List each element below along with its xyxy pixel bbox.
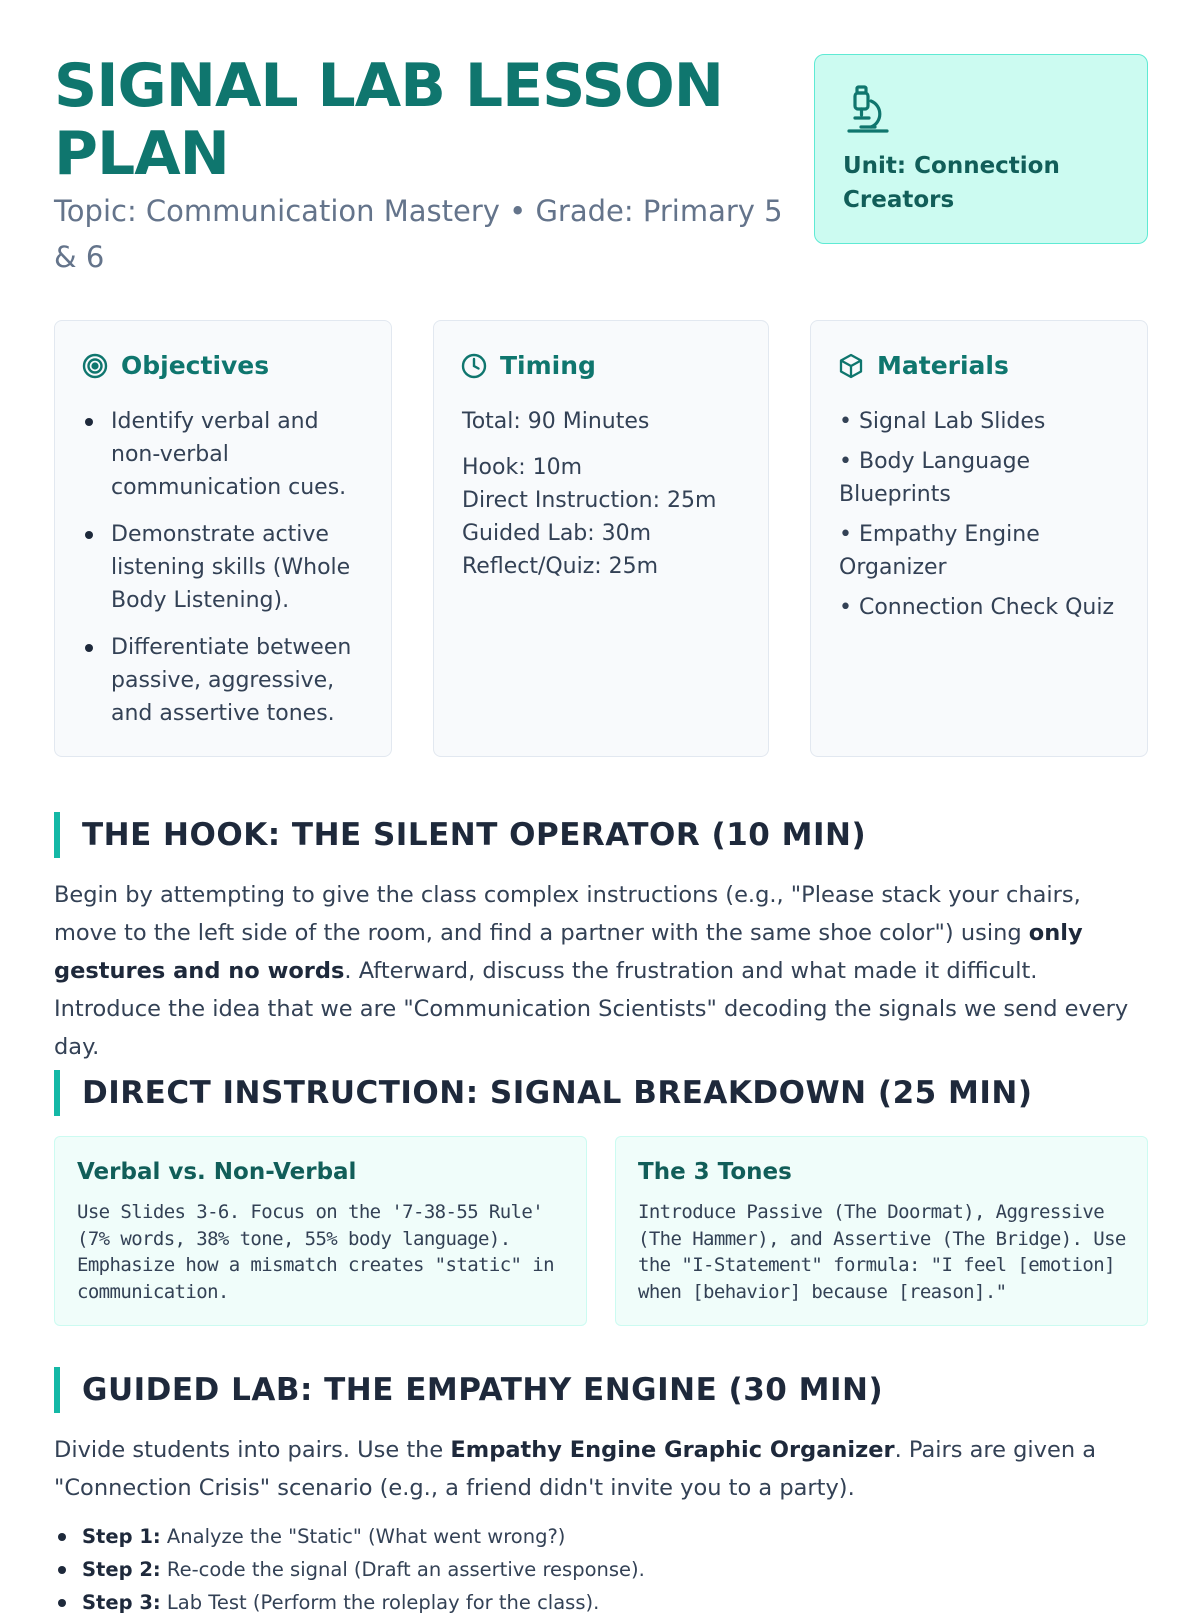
step-label: Step 2:: [82, 1558, 161, 1581]
step-label: Step 3:: [82, 1591, 161, 1614]
three-tones-card: [615, 1136, 1148, 1326]
unit-card: [814, 54, 1148, 244]
guided-lab-text: Divide students into pairs. Use the: [54, 1437, 451, 1463]
page-title: SIGNAL LAB LESSON PLAN: [54, 51, 724, 189]
lesson-header: [54, 52, 1148, 282]
timing-hook: Hook: 10m: [462, 455, 583, 480]
box-icon: [837, 352, 865, 380]
direct-instruction-heading: DIRECT INSTRUCTION: SIGNAL BREAKDOWN (25 MIN): [54, 1070, 1033, 1116]
guided-lab-text-end: . Pairs are given a "Connection Crisis" scenario (e.g., a friend didn't invite you to a party).: [54, 1437, 1097, 1501]
sub-card-title: The 3 Tones: [638, 1159, 792, 1185]
objectives-list: [83, 405, 371, 730]
list-item: Demonstrate active listening skills (Whole Body Listening).: [83, 518, 371, 617]
material-item: • Connection Check Quiz: [839, 595, 1115, 620]
list-item: Differentiate between passive, aggressive, and assertive tones.: [83, 631, 371, 730]
list-item: [54, 1553, 1148, 1586]
sub-card-title: Verbal vs. Non-Verbal: [77, 1159, 357, 1185]
list-item: [54, 1520, 1148, 1553]
hook-text: Begin by attempting to give the class complex instructions (e.g., "Please stack your chairs, move to the left side of the room, and find a partner with the same shoe color") using: [54, 882, 1081, 946]
steps-list: [54, 1520, 1148, 1619]
sub-card-body: Use Slides 3-6. Focus on the '7-38-55 Rule' (7% words, 38% tone, 55% body language). Emphasize how a mismatch creates "static" in communication.: [77, 1201, 554, 1303]
guided-lab-heading: GUIDED LAB: THE EMPATHY ENGINE (30 MIN): [54, 1367, 883, 1413]
step-label: Step 1:: [82, 1525, 161, 1548]
guided-lab-emphasis: Empathy Engine Graphic Organizer: [450, 1437, 895, 1463]
step-text: Re-code the signal (Draft an assertive response).: [160, 1558, 645, 1581]
page-subtitle: Topic: Communication Mastery • Grade: Primary 5 & 6: [54, 194, 783, 274]
microscope-icon: [843, 83, 893, 137]
guided-lab-paragraph: [54, 1431, 1148, 1507]
materials-card: [810, 320, 1148, 757]
unit-label: Unit: Connection Creators: [843, 153, 1060, 213]
timing-reflect-quiz: Reflect/Quiz: 25m: [462, 554, 659, 579]
timing-guided-lab: Guided Lab: 30m: [462, 521, 652, 546]
timing-direct-instruction: Direct Instruction: 25m: [462, 488, 717, 513]
verbal-nonverbal-card: [54, 1136, 587, 1326]
objectives-title: Objectives: [121, 351, 270, 380]
step-text: Analyze the "Static" (What went wrong?): [160, 1525, 566, 1548]
sub-card-body: Introduce Passive (The Doormat), Aggressive (The Hammer), and Assertive (The Bridge). Use the "I-Statement" formula: "I feel [emotion] when [behavior] because [reason].": [638, 1201, 1126, 1303]
timing-card: [433, 320, 769, 757]
clock-icon: [460, 352, 488, 380]
materials-title: Materials: [877, 351, 1009, 380]
hook-heading: THE HOOK: THE SILENT OPERATOR (10 MIN): [54, 812, 866, 858]
hook-emphasis: only gestures and no words: [54, 920, 1083, 984]
step-text: Lab Test (Perform the roleplay for the class).: [160, 1591, 600, 1614]
list-item: Identify verbal and non-verbal communication cues.: [83, 405, 371, 504]
hook-text-end: . Afterward, discuss the frustration and what made it difficult. Introduce the idea that we are "Communication Scientists" decoding the signals we send every day.: [54, 958, 1129, 1060]
material-item: • Signal Lab Slides: [839, 409, 1046, 434]
timing-title: Timing: [500, 351, 596, 380]
hook-paragraph: [54, 876, 1148, 1066]
list-item: [54, 1586, 1148, 1619]
timing-total: Total: 90 Minutes: [462, 409, 650, 434]
material-item: • Empathy Engine Organizer: [839, 522, 1040, 580]
objectives-card: [54, 320, 392, 757]
material-item: • Body Language Blueprints: [839, 449, 1031, 507]
target-icon: [81, 352, 109, 380]
